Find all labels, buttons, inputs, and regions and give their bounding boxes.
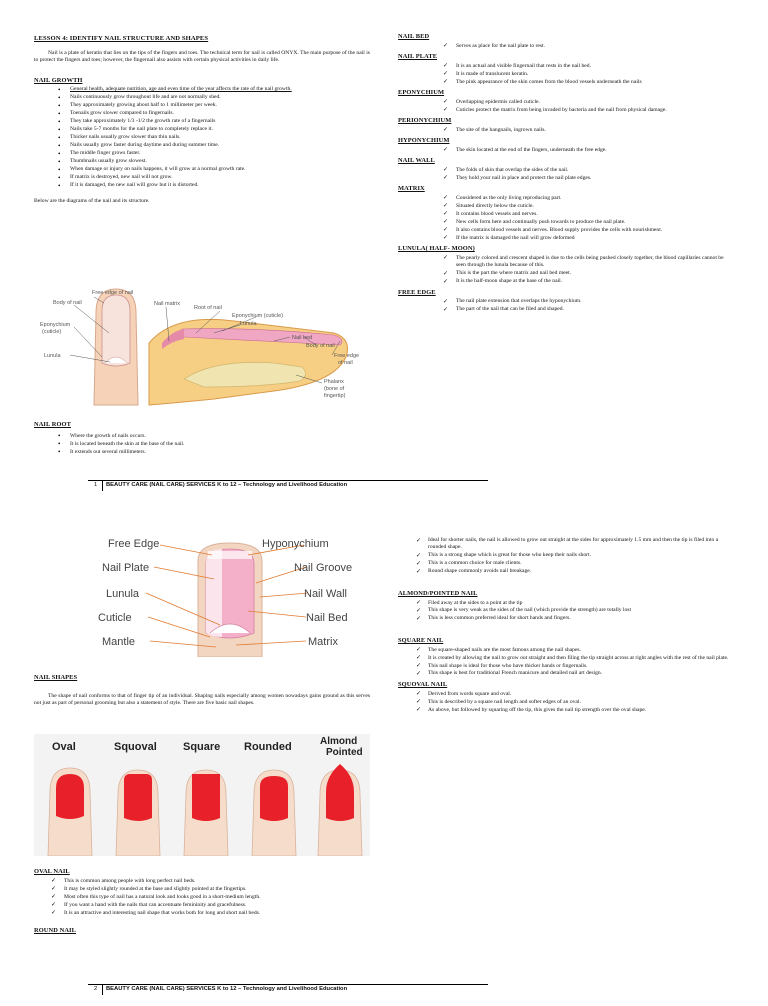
rounded-nail [260,776,288,821]
list-item: ✓ The pearly colored and crescent shaped is due to the cells being pushed closely together, the blood capillaries cannot be seen through the lunula because of this. [398,255,734,270]
list-item: ✓ Derived from words square and oval. [398,691,736,698]
page-2 [0,503,768,1003]
label-body-of-nail-section: Body of nail [306,343,335,349]
perionychium-heading: PERIONYCHIUM [398,117,452,125]
list-item: ✓ This is common among people with long perfect nail beds. [34,878,370,885]
shape-label-pointed: Pointed [326,747,363,758]
label-free-edge: Free edge of nail [92,290,134,296]
list-item: ✓ The site of the hangnails, ingrown nails. [398,127,734,134]
list-item: ✓ This nail shape is ideal for those who have thicker hands or fingernails. [398,663,736,670]
label-hyponychium: Hyponychium [262,538,329,550]
square-nail-list [398,647,736,678]
list-item: ✓ New cells form here and continually push towards to produce the nail plate. [398,219,734,226]
list-item: • It extends out several millimeters. [34,449,370,456]
diagram-intro: Below are the diagrams of the nail and its structure. [34,197,150,204]
list-item: • Toenails grow slower compared to fingernails. [34,110,370,117]
list-item: ✓ The skin located at the end of the fingers, underneath the free edge. [398,147,734,154]
lunula-heading: LUNULA( HALF- MOON) [398,245,475,253]
oval-finger [48,768,92,856]
label-root-of-nail: Root of nail [194,305,222,311]
almond-finger [318,764,362,856]
list-item: ✓ Ideal for shorter nails, the nail is allowed to grow out straight at the sides for approximately 1.5 mm and then the tip is filed into a rounded shape. [398,537,736,552]
list-item: ✓ This is a strong shape which is great for those who keep their nails short. [398,552,736,559]
eponychium-list [398,99,734,114]
nail-bed-heading: NAIL BED [398,33,430,40]
list-item: ✓ It is made of translucent keratin. [398,71,734,78]
shape-label-square: Square [183,741,221,753]
page-1 [0,0,768,500]
label-free-edge: Free Edge [108,538,160,550]
list-item: • If matrix is destroyed, new nail will not grow. [34,174,370,181]
nail-shapes-heading: NAIL SHAPES [34,674,78,681]
label-nail-bed: Nail bed [292,335,313,341]
list-item: ✓ Most often this type of nail has a natural look and looks good in a short-medium length. [34,894,370,901]
hyponychium-heading: HYPONYCHIUM [398,137,450,145]
list-item: ✓ Serves as place for the nail plate to rest. [398,43,734,50]
page1-right-column [398,33,734,314]
footer-divider [102,985,103,995]
list-item: ✓ It is an actual and visible fingernail that rests in the nail bed. [398,63,734,70]
intro-paragraph: Nail is a plate of keratin that lies on the tips of the fingers and toes. The technical term for nail is called ONYX. The main purpose of the nail is to protect the fingers and toes; however, the fingernail also assists with certain physical activities in daily life. [34,49,370,64]
label-matrix: Matrix [308,636,338,648]
nail-wall-list [398,167,734,182]
list-item: • Nails usually grow faster during daytime and during summer time. [34,142,370,149]
footer-text: BEAUTY CARE (NAIL CARE) SERVICES K to 12 – Technology and Livelihood Education [106,986,348,992]
list-item: ✓ The folds of skin that overlap the sides of the nail. [398,167,734,174]
footer-divider [102,481,103,491]
list-item: • They take approximately 1/3 -1/2 the growth rate of a fingernails [34,118,370,125]
nail-shapes-illustration [34,734,370,856]
hyponychium-list [398,147,734,154]
nail-root-heading: NAIL ROOT [34,421,71,428]
matrix-list [398,195,734,242]
almond-nail-heading: ALMOND/POINTED NAIL [398,589,478,597]
list-item: ✓ Overlapping epidermis called cuticle. [398,99,734,106]
list-item: ✓ It is an attractive and interesting nail shape that works both for long and short nail beds. [34,910,370,917]
squoval-nail-heading: SQUOVAL NAIL [398,680,448,688]
list-item: ✓ They hold your nail in place and protect the nail plate edges. [398,175,734,182]
label-nail-wall: Nail Wall [304,588,347,600]
matrix-heading: MATRIX [398,185,425,193]
list-item: • The middle finger grows faster. [34,150,370,157]
label-nail-bed: Nail Bed [306,612,348,624]
list-item: ✓ This shape is very weak as the sides of the nail (which provide the strength) are totally lost [398,607,736,614]
list-item: ✓ This is the part the where matrix and nail bed meet. [398,270,734,277]
round-nail-heading: ROUND NAIL [34,927,77,934]
list-item: ✓ This shape is best for traditional French manicure and detailed nail art design. [398,670,736,677]
label-nail-matrix: Nail matrix [154,301,180,307]
nail-plate-heading: NAIL PLATE [398,53,438,61]
label-eponychium-cuticle: Eponychium (cuticle) [232,313,284,319]
label-bone-of: (bone of [324,386,345,392]
nail-plate-list [398,63,734,86]
label-lunula: Lunula [44,353,61,359]
shape-label-squoval: Squoval [114,741,157,753]
list-item: ✓ It is the half-moon shape at the base of the nail. [398,278,734,285]
list-item: ✓ This is less common preferred ideal for short hands and fingers. [398,615,736,622]
list-item: ✓ The part of the nail that can be filed and shaped. [398,306,734,313]
oval-nail-heading: OVAL NAIL [34,868,70,875]
free-edge-heading: FREE EDGE [398,288,436,296]
list-item: ✓ It contains blood vessels and nerves. [398,211,734,218]
list-item: ✓ The nail plate extension that overlaps the hyponychium. [398,298,734,305]
nail-structure-diagram [34,283,370,408]
list-item: • Where the growth of nails occurs. [34,433,370,440]
page2-right-column [398,537,736,715]
nail-root-section [34,418,370,457]
list-item: ✓ It may be styled slightly rounded at the base and slightly pointed at the fingertips. [34,886,370,893]
nail-parts-diagram [90,533,370,657]
page-number: 1 [94,482,98,488]
list-item: • They approximately growing about half to 1 millimeter per week. [34,102,370,109]
label-nail-groove: Nail Groove [294,562,353,574]
nail-plate-left [206,549,222,637]
label-free-edge-section: Free edge [334,353,360,359]
shape-label-almond: Almond [320,736,358,747]
round-nail-list [398,537,736,576]
list-item: • General health, adequate nutrition, age and even time of the year affects the rate of the nail growth. [34,86,370,93]
shape-label-rounded: Rounded [244,741,292,753]
list-item: • It is located beneath the skin at the base of the nail. [34,441,370,448]
oval-nail-list [34,878,370,917]
page1-footer [88,480,488,490]
list-item: • Thumbnails usually grow slowest. [34,158,370,165]
list-item: ✓ If the matrix is damaged the nail will grow deformed [398,235,734,242]
squoval-nail-list [398,691,736,714]
lunula-list [398,255,734,286]
shape-label-oval: Oval [52,741,76,753]
list-item: ✓ Cuticles protect the matrix from being invaded by bacteria and the nail from physical damage. [398,107,734,114]
eponychium-heading: EPONYCHIUM [398,89,445,97]
page2-footer [88,984,488,994]
nail-growth-list [34,86,370,189]
list-item: ✓ Filed away at the sides to a point at the tip [398,600,736,607]
label-fingertip: fingertip) [324,393,346,399]
squoval-finger [116,770,160,856]
label-cuticle: (cuticle) [42,329,62,335]
label-body-of-nail: Body of nail [53,300,82,306]
label-cuticle: Cuticle [98,612,132,624]
oval-nail-section [34,865,370,937]
list-item: ✓ This is described by a square nail length and softer edges of an oval. [398,699,736,706]
label-nail-plate: Nail Plate [102,562,150,574]
rounded-finger [252,770,296,856]
list-item: • When damage or injury on nails happens, it will grow at a normal growth rate. [34,166,370,173]
footer-text: BEAUTY CARE (NAIL CARE) SERVICES K to 12 – Technology and Livelihood Education [106,482,348,488]
list-item: • Nails take 5-7 months for the nail plate to completely replace it. [34,126,370,133]
list-item: ✓ It also contains blood vessels and nerves. Blood supply provides the cells with nourishment. [398,227,734,234]
free-edge-band [208,551,252,559]
label-lunula: Lunula [106,588,140,600]
squoval-nail [124,774,152,821]
perionychium-list [398,127,734,134]
list-item: ✓ Considered as the only living reproducing part. [398,195,734,202]
list-item: ✓ Round shape commonly avoids nail breakage. [398,568,736,575]
list-item: ✓ As above, but followed by squaring off the tip, this gives the nail tip strength over the oval shape. [398,707,736,714]
almond-nail-list [398,600,736,623]
free-edge-list [398,298,734,313]
label-mantle: Mantle [102,636,136,648]
list-item: • If it is damaged, the new nail will grow but it is distorted. [34,182,370,189]
lesson-title: LESSON 4: IDENTIFY NAIL STRUCTURE AND SHAPES [34,35,209,42]
nail-root-list [34,433,370,456]
nail-shapes-section [34,671,370,708]
list-item: ✓ If you want a hand with the nails that can accentuate femininity and gracefulness. [34,902,370,909]
page1-left-column [34,35,370,205]
list-item: ✓ The square-shaped nails are the most famous among the nail shapes. [398,647,736,654]
list-item: • Nails continuously grow throughout life and are not normally shed. [34,94,370,101]
nail-bed-list [398,43,734,50]
list-item: ✓ It is created by allowing the nail to grow out straight and then filing the tip straight across at right angles with the rest of the nail plate. [398,655,736,662]
label-eponychium: Eponychium [40,322,71,328]
list-item: ✓ This is a common choice for male clients. [398,560,736,567]
label-phalanx: Phalanx [324,379,344,385]
oval-nail [56,774,84,819]
list-item: • Thicker nails usually grow slower than thin nails. [34,134,370,141]
nail-wall-heading: NAIL WALL [398,157,435,165]
list-item: ✓ Situated directly below the cuticle. [398,203,734,210]
label-of-nail: of nail [338,360,353,366]
square-finger [184,770,228,856]
label-lunula-section: Lunula [240,321,257,327]
nail-shapes-intro: The shape of nail conforms to that of finger tip of an individual. Shaping nails especially among women nowadays gains ground as this serves not just as part of personal grooming but also a statement of style. There are five basic nail shapes. [34,692,370,707]
square-nail [192,774,220,821]
list-item: ✓ The pink appearance of the skin comes from the blood vessels underneath the nails [398,79,734,86]
square-nail-heading: SQUARE NAIL [398,636,444,644]
nail-growth-heading: NAIL GROWTH [34,76,83,84]
page-number: 2 [94,986,98,992]
